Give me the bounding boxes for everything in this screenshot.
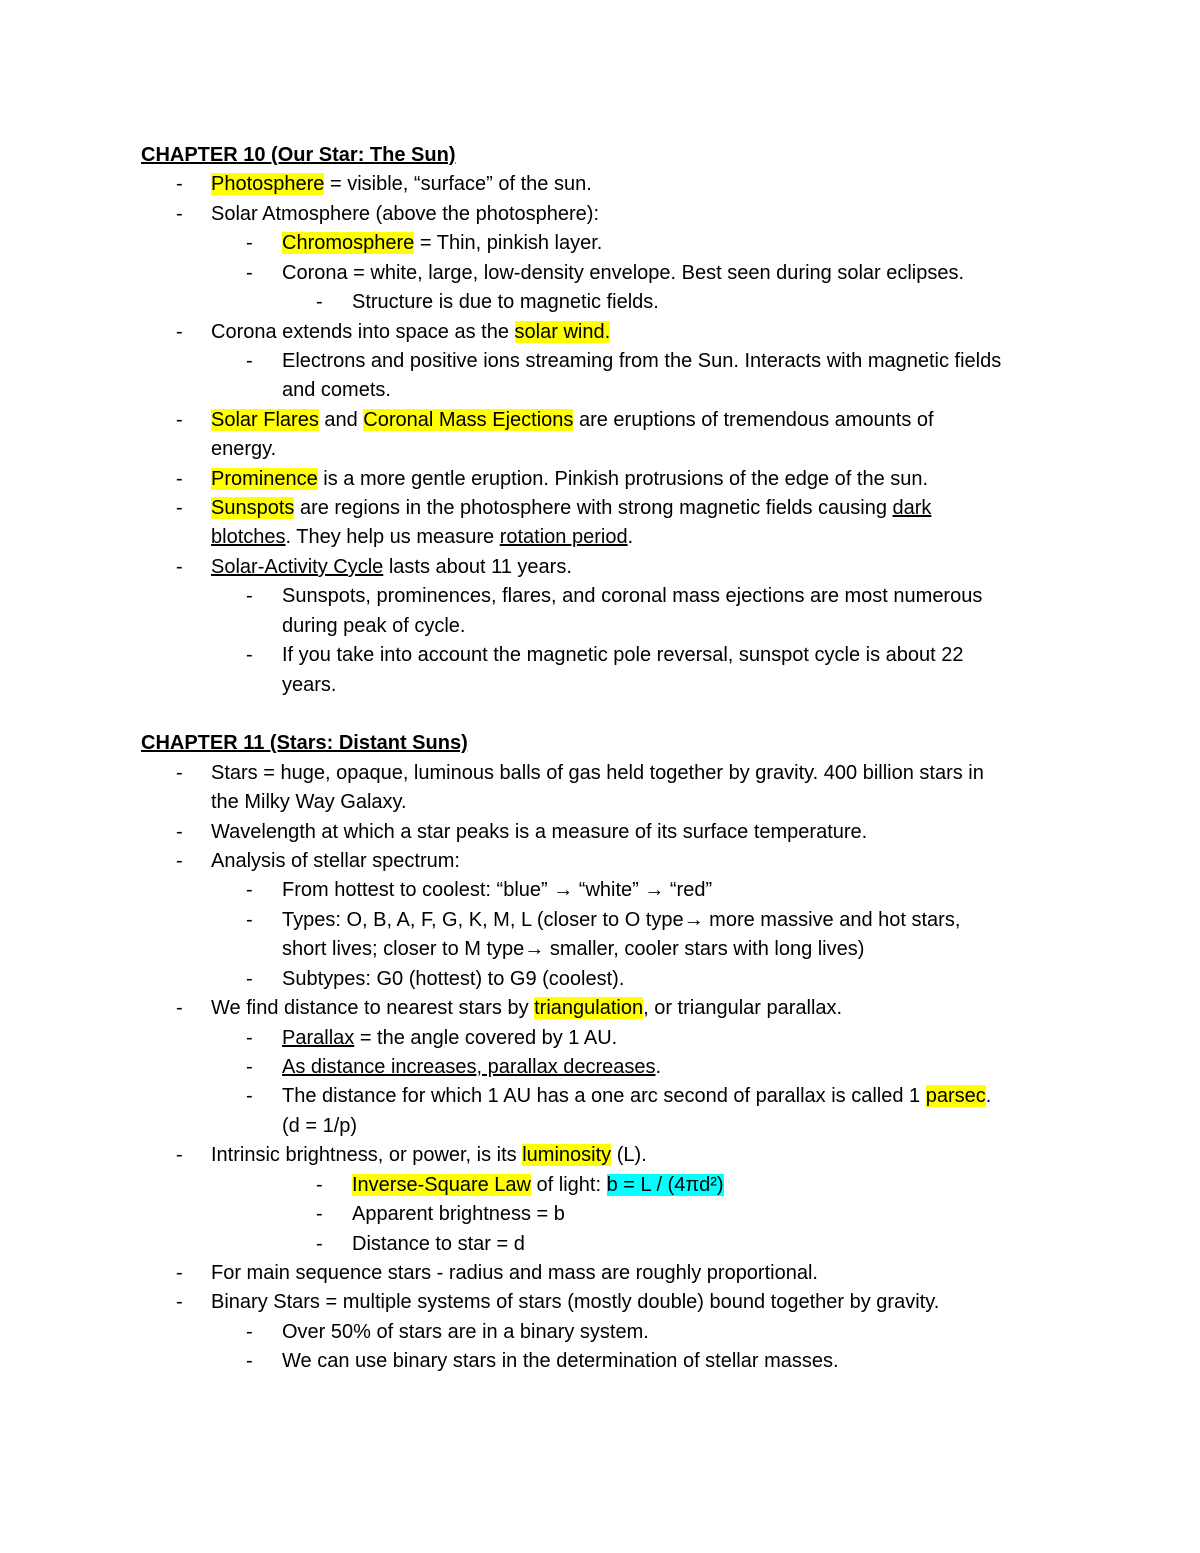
text-segment: Over 50% of stars are in a binary system.: [282, 1321, 649, 1343]
text-segment: Subtypes: G0 (hottest) to G9 (coolest).: [282, 968, 625, 990]
text-segment: We can use binary stars in the determination of stellar masses.: [282, 1350, 839, 1372]
bullet-text: [352, 1202, 565, 1226]
text-segment: The distance for which 1 AU has a one arc second of parallax is called 1: [282, 1085, 926, 1107]
text-segment: years.: [282, 674, 337, 696]
bullet-text: [282, 643, 964, 667]
text-segment: = Thin, pinkish layer.: [414, 232, 603, 254]
text-segment: energy.: [211, 438, 277, 460]
bullet-text: [211, 996, 842, 1020]
underlined-term: Solar-Activity Cycle: [211, 556, 384, 578]
bullet-line-level-1: [0, 525, 1100, 549]
bullet-line-level-2: [0, 937, 1100, 961]
text-segment: We find distance to nearest stars by: [211, 997, 535, 1019]
bullet-line-level-1: [0, 320, 1100, 344]
bullet-text: [211, 1261, 818, 1285]
bullet-text: [211, 555, 572, 579]
bullet-text: [282, 1320, 649, 1344]
dash-bullet-icon: -: [176, 762, 183, 784]
bullet-line-level-1: [0, 761, 1100, 785]
chapter-heading-text: [141, 143, 455, 167]
bullet-line-level-2: [0, 1349, 1100, 1373]
bullet-text: [211, 467, 928, 491]
underlined-term: dark: [892, 497, 932, 519]
bullet-text: [211, 496, 931, 520]
text-segment: lasts about 11 years.: [383, 556, 572, 578]
highlighted-term: Inverse-Square Law: [352, 1174, 531, 1196]
bullet-text: [282, 1084, 991, 1108]
dash-bullet-icon: -: [246, 232, 253, 254]
dash-bullet-icon: -: [176, 556, 183, 578]
dash-bullet-icon: -: [246, 909, 253, 931]
bullet-text: [282, 878, 712, 902]
bullet-text: [282, 261, 964, 285]
dash-bullet-icon: -: [316, 291, 323, 313]
text-segment: and: [318, 409, 364, 431]
text-segment: Sunspots, prominences, flares, and coronal mass ejections are most numerous: [282, 585, 983, 607]
dash-bullet-icon: -: [246, 879, 253, 901]
dash-bullet-icon: -: [316, 1174, 323, 1196]
bullet-line-level-3: [0, 1232, 1100, 1256]
text-segment: (d = 1/p): [282, 1115, 358, 1137]
bullet-text: [282, 584, 982, 608]
dash-bullet-icon: -: [246, 644, 253, 666]
text-segment: = the angle covered by 1 AU.: [354, 1027, 618, 1049]
text-segment: Structure is due to magnetic fields.: [352, 291, 659, 313]
dash-bullet-icon: -: [176, 1291, 183, 1313]
dash-bullet-icon: -: [176, 997, 183, 1019]
bullet-text: [282, 349, 1001, 373]
dash-bullet-icon: -: [176, 850, 183, 872]
bullet-line-level-2: [0, 1114, 1100, 1138]
bullet-text: [352, 1173, 724, 1197]
text-segment: Apparent brightness = b: [352, 1203, 565, 1225]
underlined-term: rotation period: [499, 526, 628, 548]
bullet-text: [282, 967, 624, 991]
bullet-text: [211, 202, 599, 226]
dash-bullet-icon: -: [246, 1027, 253, 1049]
bullet-line-level-1: [0, 202, 1100, 226]
bullet-text: [211, 525, 633, 549]
highlighted-term: parsec: [925, 1085, 986, 1107]
bullet-line-level-2: [0, 643, 1100, 667]
bullet-line-level-1: [0, 790, 1100, 814]
dash-bullet-icon: -: [176, 173, 183, 195]
dash-bullet-icon: -: [176, 203, 183, 225]
text-segment: Electrons and positive ions streaming from the Sun. Interacts with magnetic fields: [282, 350, 1002, 372]
text-segment: Wavelength at which a star peaks is a measure of its surface temperature.: [211, 821, 868, 843]
bullet-text: [282, 1026, 617, 1050]
dash-bullet-icon: -: [246, 262, 253, 284]
bullet-line-level-2: [0, 967, 1100, 991]
bullet-text: [282, 378, 391, 402]
heading-segment: CHAPTER 10 (Our Star: The Sun): [141, 144, 456, 166]
dash-bullet-icon: -: [176, 409, 183, 431]
chapter-heading: [0, 143, 1100, 167]
dash-bullet-icon: -: [246, 1321, 253, 1343]
text-segment: From hottest to coolest: “blue” → “white” → “red”: [282, 879, 713, 901]
bullet-text: [211, 820, 867, 844]
text-segment: Stars = huge, opaque, luminous balls of gas held together by gravity. 400 billion stars in: [211, 762, 984, 784]
highlighted-term: Coronal Mass Ejections: [363, 409, 574, 431]
dash-bullet-icon: -: [316, 1203, 323, 1225]
bullet-text: [282, 231, 602, 255]
bullet-text: [282, 1114, 357, 1138]
highlighted-formula: b = L / (4πd²): [606, 1174, 724, 1196]
bullet-text: [211, 849, 460, 873]
text-segment: short lives; closer to M type→ smaller, cooler stars with long lives): [282, 938, 865, 960]
chapter-heading: [0, 731, 1100, 755]
dash-bullet-icon: -: [176, 821, 183, 843]
bullet-text: [211, 437, 276, 461]
bullet-line-level-2: [0, 614, 1100, 638]
text-segment: = visible, “surface” of the sun.: [324, 173, 592, 195]
bullet-text: [352, 1232, 525, 1256]
bullet-line-level-1: [0, 1261, 1100, 1285]
bullet-text: [211, 761, 984, 785]
text-segment: the Milky Way Galaxy.: [211, 791, 407, 813]
bullet-text: [211, 408, 934, 432]
dash-bullet-icon: -: [176, 321, 183, 343]
bullet-line-level-1: [0, 555, 1100, 579]
bullet-text: [282, 1349, 839, 1373]
bullet-line-level-1: [0, 849, 1100, 873]
text-segment: If you take into account the magnetic pole reversal, sunspot cycle is about 22: [282, 644, 964, 666]
underlined-term: Parallax: [282, 1027, 355, 1049]
highlighted-term: luminosity: [522, 1144, 612, 1166]
highlighted-term: Photosphere: [211, 173, 325, 195]
bullet-line-level-2: [0, 1320, 1100, 1344]
dash-bullet-icon: -: [246, 1350, 253, 1372]
bullet-text: [282, 614, 465, 638]
highlighted-term: solar wind.: [514, 321, 611, 343]
bullet-line-level-2: [0, 261, 1100, 285]
dash-bullet-icon: -: [176, 1262, 183, 1284]
text-segment: during peak of cycle.: [282, 615, 466, 637]
bullet-line-level-1: [0, 437, 1100, 461]
bullet-line-level-1: [0, 408, 1100, 432]
heading-segment: CHAPTER 11 (Stars: Distant Suns): [141, 732, 468, 754]
dash-bullet-icon: -: [246, 968, 253, 990]
underlined-term: blotches: [211, 526, 286, 548]
text-segment: and comets.: [282, 379, 391, 401]
bullet-line-level-2: [0, 1026, 1100, 1050]
text-segment: .: [985, 1085, 992, 1107]
bullet-line-level-2: [0, 673, 1100, 697]
dash-bullet-icon: -: [176, 468, 183, 490]
bullet-text: [211, 790, 407, 814]
text-segment: .: [627, 526, 634, 548]
text-segment: (L).: [611, 1144, 647, 1166]
highlighted-term: Prominence: [211, 468, 318, 490]
bullet-line-level-1: [0, 820, 1100, 844]
dash-bullet-icon: -: [246, 1056, 253, 1078]
text-segment: Types: O, B, A, F, G, K, M, L (closer to O type→ more massive and hot stars,: [282, 909, 961, 931]
text-segment: Analysis of stellar spectrum:: [211, 850, 460, 872]
bullet-line-level-2: [0, 878, 1100, 902]
bullet-text: [211, 1143, 647, 1167]
highlighted-term: Chromosphere: [282, 232, 415, 254]
bullet-line-level-1: [0, 1143, 1100, 1167]
text-segment: .: [655, 1056, 662, 1078]
bullet-line-level-1: [0, 996, 1100, 1020]
highlighted-term: Solar Flares: [211, 409, 319, 431]
bullet-line-level-2: [0, 349, 1100, 373]
bullet-line-level-2: [0, 1055, 1100, 1079]
bullet-line-level-3: [0, 1202, 1100, 1226]
bullet-line-level-1: [0, 172, 1100, 196]
bullet-line-level-3: [0, 290, 1100, 314]
text-segment: of light:: [530, 1174, 607, 1196]
dash-bullet-icon: -: [246, 585, 253, 607]
bullet-line-level-1: [0, 467, 1100, 491]
text-segment: , or triangular parallax.: [643, 997, 843, 1019]
bullet-text: [352, 290, 659, 314]
bullet-text: [282, 937, 864, 961]
text-segment: are eruptions of tremendous amounts of: [573, 409, 934, 431]
text-segment: is a more gentle eruption. Pinkish protrusions of the edge of the sun.: [317, 468, 929, 490]
bullet-line-level-2: [0, 1084, 1100, 1108]
bullet-line-level-3: [0, 1173, 1100, 1197]
text-segment: For main sequence stars - radius and mass are roughly proportional.: [211, 1262, 818, 1284]
bullet-text: [282, 673, 336, 697]
text-segment: . They help us measure: [285, 526, 500, 548]
text-segment: Intrinsic brightness, or power, is its: [211, 1144, 523, 1166]
bullet-line-level-2: [0, 378, 1100, 402]
text-segment: are regions in the photosphere with strong magnetic fields causing: [294, 497, 893, 519]
dash-bullet-icon: -: [246, 1085, 253, 1107]
bullet-line-level-2: [0, 584, 1100, 608]
chapter-heading-text: [141, 731, 468, 755]
text-segment: Corona = white, large, low-density envelope. Best seen during solar eclipses.: [282, 262, 965, 284]
dash-bullet-icon: -: [176, 497, 183, 519]
dash-bullet-icon: -: [246, 350, 253, 372]
text-segment: Corona extends into space as the: [211, 321, 515, 343]
bullet-text: [211, 172, 592, 196]
highlighted-term: triangulation: [534, 997, 644, 1019]
bullet-line-level-2: [0, 908, 1100, 932]
bullet-line-level-2: [0, 231, 1100, 255]
dash-bullet-icon: -: [176, 1144, 183, 1166]
underlined-term: As distance increases, parallax decreases: [282, 1056, 656, 1078]
bullet-text: [282, 908, 960, 932]
dash-bullet-icon: -: [316, 1233, 323, 1255]
text-segment: Binary Stars = multiple systems of stars (mostly double) bound together by gravity.: [211, 1291, 940, 1313]
bullet-text: [211, 320, 610, 344]
bullet-text: [282, 1055, 661, 1079]
bullet-line-level-1: [0, 496, 1100, 520]
text-segment: Distance to star = d: [352, 1233, 525, 1255]
highlighted-term: Sunspots: [211, 497, 295, 519]
bullet-text: [211, 1290, 939, 1314]
text-segment: Solar Atmosphere (above the photosphere):: [211, 203, 600, 225]
bullet-line-level-1: [0, 1290, 1100, 1314]
